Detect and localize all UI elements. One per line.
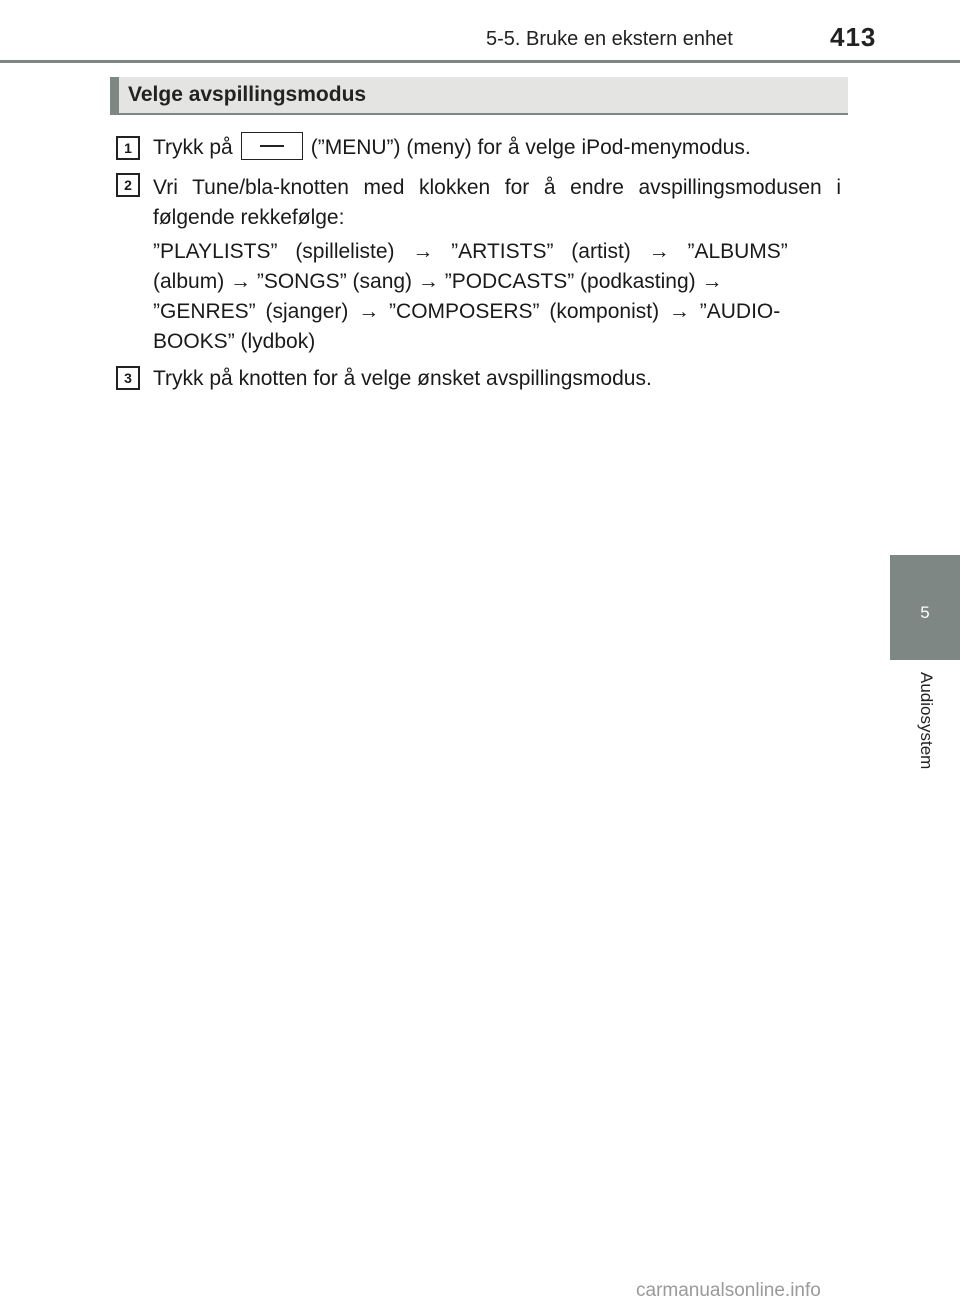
step-1-after: (”MENU”) (meny) for å velge iPod-menymodus. bbox=[310, 136, 751, 159]
step-2-sequence bbox=[153, 237, 841, 357]
section-heading bbox=[110, 77, 848, 115]
sequence-line-3: ”GENRES” (sjanger) → ”COMPOSERS” (komponist) → ”AUDIO- bbox=[153, 300, 781, 323]
step-badge-1: 1 bbox=[116, 136, 140, 160]
chapter-tab-number: 5 bbox=[920, 603, 930, 622]
chapter-tab[interactable] bbox=[890, 555, 960, 660]
step-1-text bbox=[153, 133, 841, 163]
header-divider bbox=[0, 60, 960, 63]
header-section-title: 5-5. Bruke en ekstern enhet bbox=[486, 28, 733, 50]
sequence-line-2: (album) → ”SONGS” (sang) → ”PODCASTS” (podkasting) → bbox=[153, 270, 723, 293]
section-heading-bar bbox=[110, 77, 119, 113]
step-badge-3: 3 bbox=[116, 366, 140, 390]
sequence-line-1-text: ”PLAYLISTS” (spilleliste) → ”ARTISTS” (artist) → ”ALBUMS” bbox=[153, 240, 788, 263]
section-heading-text: Velge avspillingsmodus bbox=[128, 83, 367, 106]
step-2-text: Vri Tune/bla-knotten med klokken for å endre avspillingsmodusen i følgende rekkefølge: bbox=[153, 176, 841, 229]
step-1-before: Trykk på bbox=[153, 136, 233, 159]
sequence-line-1 bbox=[153, 237, 841, 267]
sequence-line-4: BOOKS” (lydbok) bbox=[153, 330, 316, 353]
menu-dash-button-icon bbox=[241, 132, 303, 160]
step-3-text: Trykk på knotten for å velge ønsket avspillingsmodus. bbox=[153, 367, 652, 390]
watermark-text: carmanualsonline.info bbox=[636, 1280, 821, 1301]
step-badge-2: 2 bbox=[116, 173, 140, 197]
chapter-tab-label: Audiosystem bbox=[917, 672, 936, 770]
page-number: 413 bbox=[830, 22, 877, 52]
